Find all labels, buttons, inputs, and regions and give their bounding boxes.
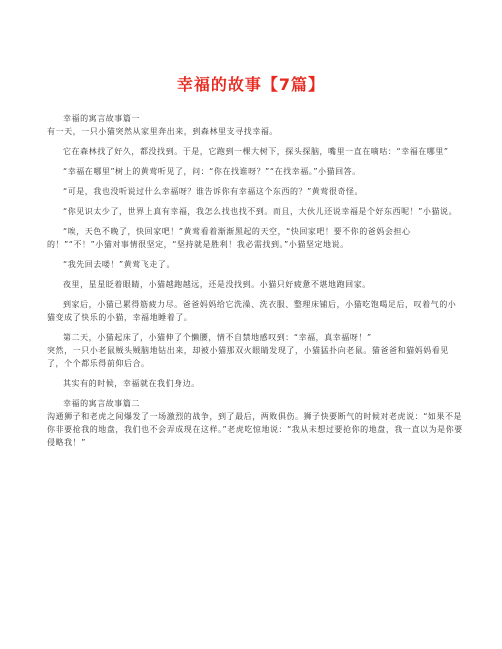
paragraph: 第二天，小猫起床了，小猫伸了个懒腰，情不自禁地感叹到：“幸福，真幸福呀！” xyxy=(63,333,372,342)
paragraph: 到家后，小猫已累得筋疲力尽。爸爸妈妈给它洗澡、洗衣服、整理床铺后，小猫吃饱喝足后，叹着气的小猫变成了快乐的小猫，幸福地睡着了。 xyxy=(47,300,457,322)
paragraph: 有一天，一只小猫突然从家里奔出来，到森林里支寻找幸福。 xyxy=(47,127,278,136)
paragraph: 沟通狮子和老虎之间爆发了一场激烈的战争，到了最后，两败俱伤。狮子快要断气的时候对老虎说：“如果不是你非要抢我的地盘，我们也不会弄成现在这样。”老虎吃惊地说：“我从未想过要抢你的地盘，我一直以为是你要侵略我！” xyxy=(47,412,463,447)
paragraph: “你见识太少了，世界上真有幸福，我怎么找也找不到。而且，大伙儿还说幸福是个好东西呢！”小猫说。 xyxy=(63,207,458,216)
paragraph: 夜里，星星眨着眼睛，小猫越跑越远，还是没找到。小猫只好疲惫不堪地跑回家。 xyxy=(63,280,371,289)
paragraph: “我先回去喽！”黄莺飞走了。 xyxy=(63,260,175,269)
section-heading-1: 幸福的寓言故事篇一 xyxy=(63,114,140,123)
paragraph: “可是，我也没听说过什么幸福呀？谁告诉你有幸福这个东西的？”黄莺很奇怪。 xyxy=(63,187,364,196)
document-title: 幸福的故事【7篇】 xyxy=(176,75,326,94)
paragraph: 突然，一只小老鼠贼头贼脑地钻出来，却被小猫那双火眼睛发现了，小猫猛扑向老鼠。猫爸爸和猫妈妈看见了，个个都乐得前仰后合。 xyxy=(47,346,449,368)
paragraph: “幸福在哪里”树上的黄莺听见了，问：“你在找谁呀？”“在找幸福。”小猫回答。 xyxy=(63,167,361,176)
paragraph: 它在森林找了好久，都没找到。于是，它跑到一棵大树下，探头探脑，嘴里一直在嘀咕：“幸福在哪里” xyxy=(63,147,449,156)
paragraph: 其实有的时候，幸福就在我们身边。 xyxy=(63,379,200,388)
paragraph: “唉，天色不晚了，快回家吧！”黄莺看着渐渐黑起的天空，“快回家吧！要不你的爸妈会担心的！”“不！”小猫对事情很坚定，“坚持就是胜利！我必需找到。”小猫坚定地说。 xyxy=(47,227,411,249)
document-body xyxy=(47,112,463,449)
section-heading-2: 幸福的寓言故事篇二 xyxy=(63,399,140,408)
